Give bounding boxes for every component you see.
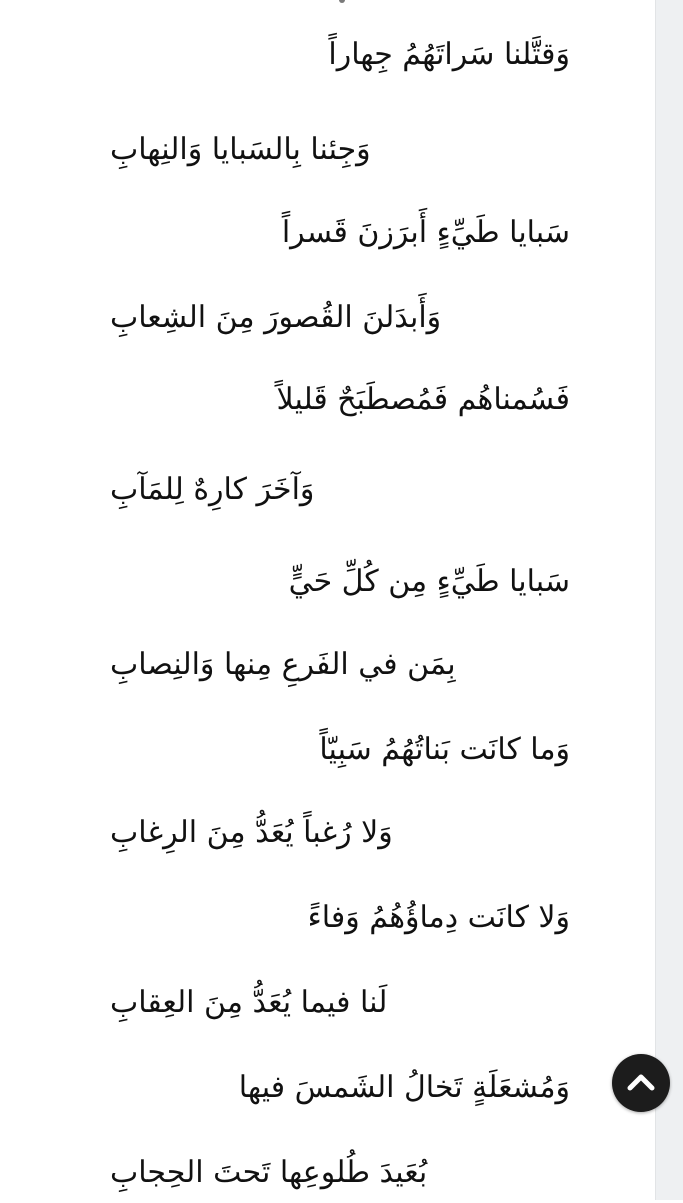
poem-line: وَأَبدَلنَ القُصورَ مِنَ الشِعابِ [110, 300, 442, 335]
poem-line: وَآخَرَ كارِهٌ لِلمَآبِ [110, 472, 315, 507]
poem-line: وَما كانَت بَناتُهُمُ سَبِيّاً [319, 732, 570, 767]
poem-line: بُعَيدَ طُلوعِها تَحتَ الحِجابِ [110, 1155, 428, 1190]
poem-line: وَمُشعَلَةٍ تَخالُ الشَمسَ فيها [238, 1070, 570, 1105]
poem-line: وَلا رُغباً يُعَدُّ مِنَ الرِغابِ [110, 815, 393, 850]
poem-line: لَنا فيما يُعَدُّ مِنَ العِقابِ [110, 985, 388, 1020]
poem-line: سَبايا طَيِّءٍ أَبرَزنَ قَسراً [281, 215, 570, 250]
poem-line: وَقتَّلنا سَراتَهُمُ جِهاراً [328, 37, 570, 72]
scroll-to-top-button[interactable] [612, 1054, 670, 1112]
poem-line: فَسُمناهُم فَمُصطَبَحٌ قَليلاً [276, 382, 570, 417]
chevron-up-icon [625, 1067, 657, 1099]
poem-line: وَجِئنا بِالسَبايا وَالنِهابِ [110, 132, 371, 167]
poem-line: وَلا كانَت دِماؤُهُمُ وَفاءً [307, 900, 570, 935]
poem-line: سَبايا طَيِّءٍ مِن كُلِّ حَيٍّ [288, 564, 570, 599]
poem-line: بِمَن في الفَرعِ مِنها وَالنِصابِ [110, 647, 456, 682]
